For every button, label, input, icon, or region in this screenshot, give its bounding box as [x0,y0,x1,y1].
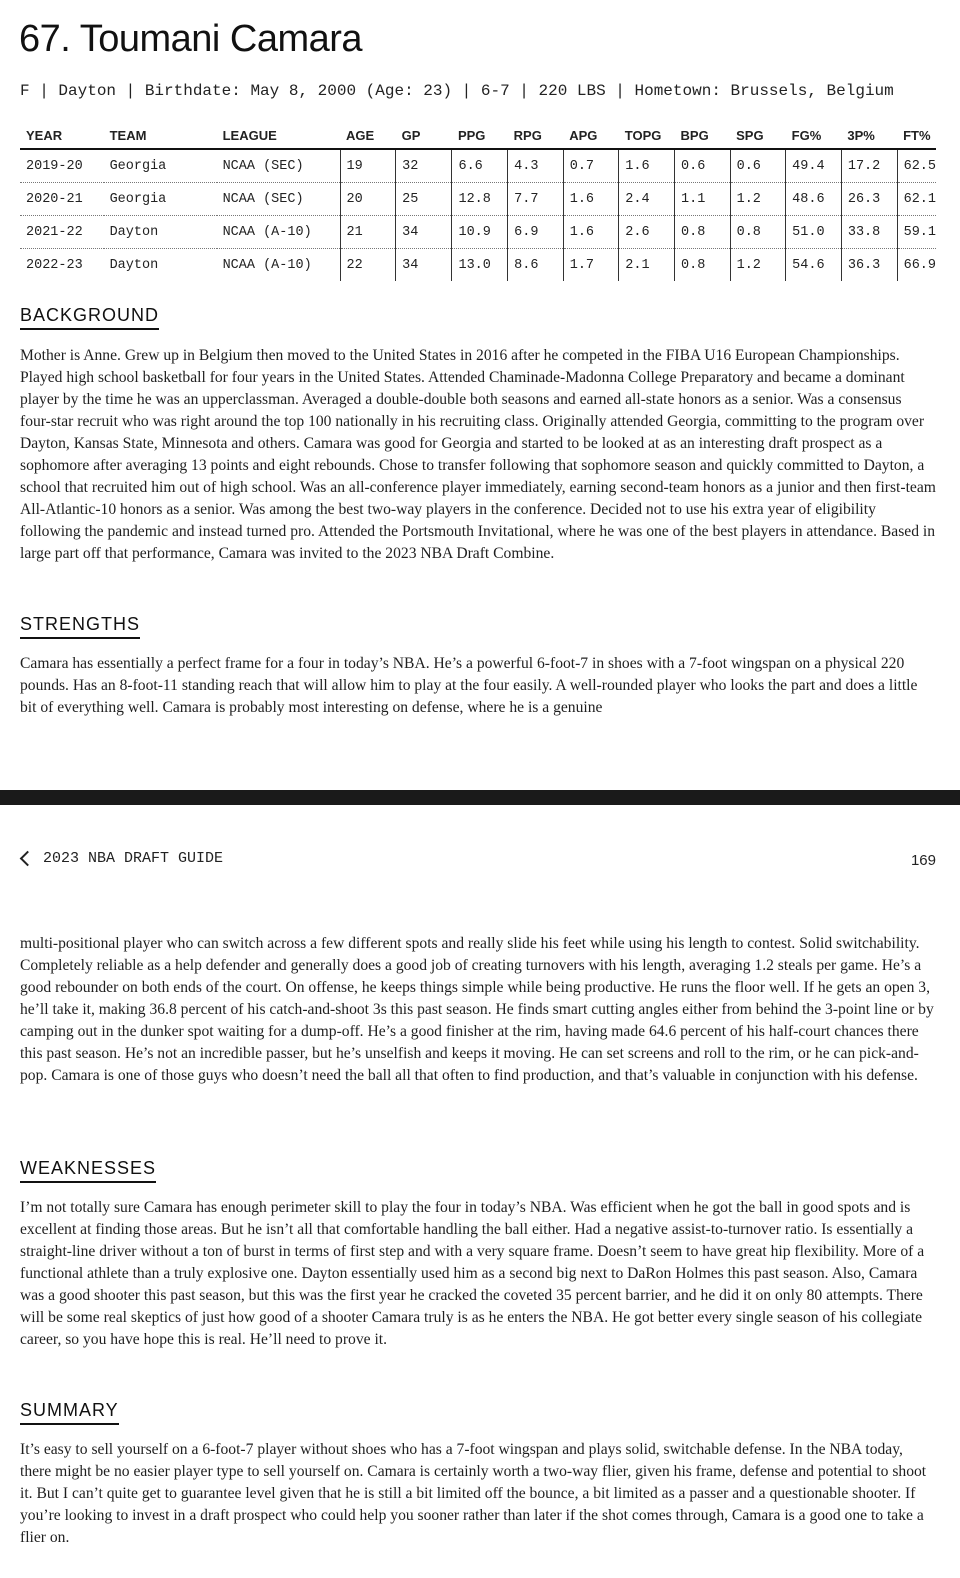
stats-row [20,249,936,282]
stats-cell-league: NCAA (A-10) [217,216,340,249]
guide-label: 2023 NBA DRAFT GUIDE [43,850,224,867]
stats-row [20,149,936,183]
stats-cell: 25 [396,183,452,216]
stats-cell: 62.1 [897,183,936,216]
stats-cell: 0.8 [730,216,786,249]
stats-cell: 21 [340,216,396,249]
stats-header-cell: TOPG [619,126,675,149]
stats-cell: 8.6 [508,249,564,282]
background-paragraph: Mother is Anne. Grew up in Belgium then moved to the United States in 2016 after he competed in the FIBA U16 European Championships. Played high school basketball for four years in the United States. Attended Chaminade-Madonna College Preparatory and became a dominant player by the time he was an upperclassman. Averaged a double-double both seasons and earned all-state honors as a senior. Was a consensus four-star recruit who was right around the top 100 nationally in his recruiting class. Originally attended Georgia, committing to the program over Dayton, Kansas State, Minnesota and others. Camara was good for Georgia and started to be looked at as an interesting draft prospect as a sophomore after averaging 13 points and eight rebounds. Chose to transfer following that sophomore season and quickly committed to Dayton, a school that recruited him out of high school. Was an all-conference player immediately, earning second-team honors as a junior and then first-team All-Atlantic-10 honors as a senior. Was among the best two-way players in the conference. Decided not to use his extra year of eligibility following the pandemic and instead turned pro. Attended the Portsmouth Invitational, where he was one of the best players in attendance. Based in large part off that performance, Camara was invited to the 2023 NBA Draft Combine. [20,347,936,562]
stats-cell: 1.7 [563,249,619,282]
stats-header-cell: SPG [730,126,786,149]
stats-header-cell: 3P% [841,126,897,149]
stats-cell: 2.6 [619,216,675,249]
stats-cell: 0.6 [675,149,731,183]
stats-cell: 1.2 [730,183,786,216]
stats-cell-league: NCAA (SEC) [217,149,340,183]
stats-cell-team: Dayton [104,216,217,249]
stats-header-cell: PPG [452,126,508,149]
stats-cell: 26.3 [841,183,897,216]
page-divider [0,790,960,805]
stats-header-cell: RPG [508,126,564,149]
stats-cell-team: Dayton [109,257,159,273]
stats-cell: 17.2 [841,149,897,183]
strengths-paragraph-part1: Camara has essentially a perfect frame for a four in today’s NBA. He’s a powerful 6-foot-7 in shoes with a 7-foot wingspan on a physical 220 pounds. Has an 8-foot-11 standing reach that will allow him to play at the four easily. A well-rounded player who looks the part and does a little bit of everything well. Camara is probably most interesting on defense, where he is a genuine [20,655,918,716]
stats-cell: 32 [396,149,452,183]
summary-heading: SUMMARY [20,1399,119,1425]
stats-cell: 33.8 [841,216,897,249]
stats-cell: 0.8 [675,249,731,282]
stats-cell: 6.9 [508,216,564,249]
stats-cell: 62.5 [897,149,936,183]
stats-header-cell: TEAM [104,126,217,149]
stats-cell-year: 2019-20 [20,149,104,183]
strengths-heading: STRENGTHS [20,613,140,639]
stats-cell: 6.6 [452,149,508,183]
stats-row [20,183,936,216]
player-bio-line: F | Dayton | Birthdate: May 8, 2000 (Age: 23) | 6-7 | 220 LBS | Hometown: Brussels, Belgium [20,82,894,100]
stats-cell: 22 [340,249,396,282]
stats-cell: 34 [396,249,452,282]
stats-cell: 4.3 [508,149,564,183]
stats-cell: 0.6 [730,149,786,183]
stats-cell: 13.0 [452,249,508,282]
stats-cell: 2.4 [619,183,675,216]
stats-cell-year: 2020-21 [20,183,104,216]
stats-cell-year: 2022-23 [26,257,83,273]
stats-row [20,216,936,249]
weaknesses-heading: WEAKNESSES [20,1157,156,1183]
stats-cell-team: Georgia [104,149,217,183]
stats-cell: 1.2 [730,249,786,282]
stats-cell: 0.7 [563,149,619,183]
stats-cell: 2.1 [619,249,675,282]
stats-cell: 66.9 [897,249,936,282]
stats-table [20,126,936,281]
stats-cell: 0.8 [675,216,731,249]
stats-header-cell: GP [396,126,452,149]
stats-cell: 10.9 [452,216,508,249]
stats-cell-league: NCAA (SEC) [217,183,340,216]
stats-cell: 7.7 [508,183,564,216]
stats-header-cell: AGE [340,126,396,149]
guide-link[interactable] [18,850,223,867]
stats-cell: 1.1 [675,183,731,216]
stats-cell: 19 [340,149,396,183]
weaknesses-paragraph: I’m not totally sure Camara has enough perimeter skill to play the four in today’s NBA. Was efficient when he got the ball in good spots and is excellent at finding those areas. But he isn’t all that comfortable handling the ball either. Had a negative assist-to-turnover ratio. Is essentially a straight-line driver without a ton of burst in terms of first step and with a very square frame. Doesn’t seem to have great hip flexibility. More of a functional athlete than a truly explosive one. Dayton essentially used him as a second big next to DaRon Holmes this past season. Also, Camara was a good shooter this past season, but this was the first year he cracked the coveted 35 percent barrier, and he did it on only 80 attempts. There will be some real skeptics of just how good of a shooter Camara truly is as he enters the NBA. He got better every single season of his collegiate career, so you have hope this is real. He’ll need to prove it. [20,1199,925,1348]
stats-cell: 1.6 [619,149,675,183]
stats-header-row [20,126,936,149]
stats-cell: 34 [396,216,452,249]
stats-header-cell: LEAGUE [217,126,340,149]
stats-cell-league: NCAA (A-10) [222,257,312,273]
stats-cell: 12.8 [452,183,508,216]
page-number: 169 [910,852,936,869]
stats-cell: 20 [340,183,396,216]
stats-cell: 1.6 [563,216,619,249]
stats-header-cell: BPG [675,126,731,149]
background-heading: BACKGROUND [20,304,159,330]
stats-cell: 51.0 [786,216,842,249]
stats-header-cell: FG% [786,126,842,149]
chevron-left-icon [20,851,36,867]
stats-header-cell: FT% [897,126,936,149]
stats-cell: 36.3 [841,249,897,282]
stats-header-cell: YEAR [20,126,104,149]
player-title: 67. Toumani Camara [19,18,363,60]
stats-cell-year: 2021-22 [20,216,104,249]
stats-cell-team: Georgia [104,183,217,216]
strengths-paragraph-part2: multi-positional player who can switch across a few different spots and really slide his feet while using his length to contest. Solid switchability. Completely reliable as a help defender and generally does a good job of creating turnovers with his length, averaging 1.2 steals per game. He’s a good rebounder on both ends of the court. On offense, he keeps things simple while being productive. He runs the floor well. If he gets an open 3, he’ll take it, making 36.8 percent of his catch-and-shoot 3s this past season. He finds smart cutting angles either from behind the 3-point line or by camping out in the dunker spot waiting for a dump-off. He’s a good finisher at the rim, having made 64.6 percent of his half-court chances there this past season. He’s not an incredible passer, but he’s unselfish and keeps it moving. He can set screens and roll to the rim, or he can pick-and-pop. Camara is one of those guys who doesn’t need the ball all that often to find production, and that’s valuable in conjunction with his defense. [20,935,934,1084]
stats-cell: 59.1 [897,216,936,249]
stats-cell: 1.6 [563,183,619,216]
summary-paragraph: It’s easy to sell yourself on a 6-foot-7 player without shoes who has a 7-foot wingspan and plays solid, switchable defense. In the NBA today, there might be no easier player type to sell yourself on. Camara is certainly worth a two-way flier, given his frame, defense and potential to shoot it. But I can’t quite get to guarantee level given that he is still a bit limited off the bounce, a bit limited as a passer and a questionable shooter. If you’re looking to invest in a draft prospect who could help you sooner rather than later if the shot comes through, Camara is a good one to take a flier on. [20,1441,927,1546]
stats-header-cell: APG [563,126,619,149]
stats-cell: 48.6 [786,183,842,216]
stats-cell: 54.6 [786,249,842,282]
stats-cell: 49.4 [786,149,842,183]
